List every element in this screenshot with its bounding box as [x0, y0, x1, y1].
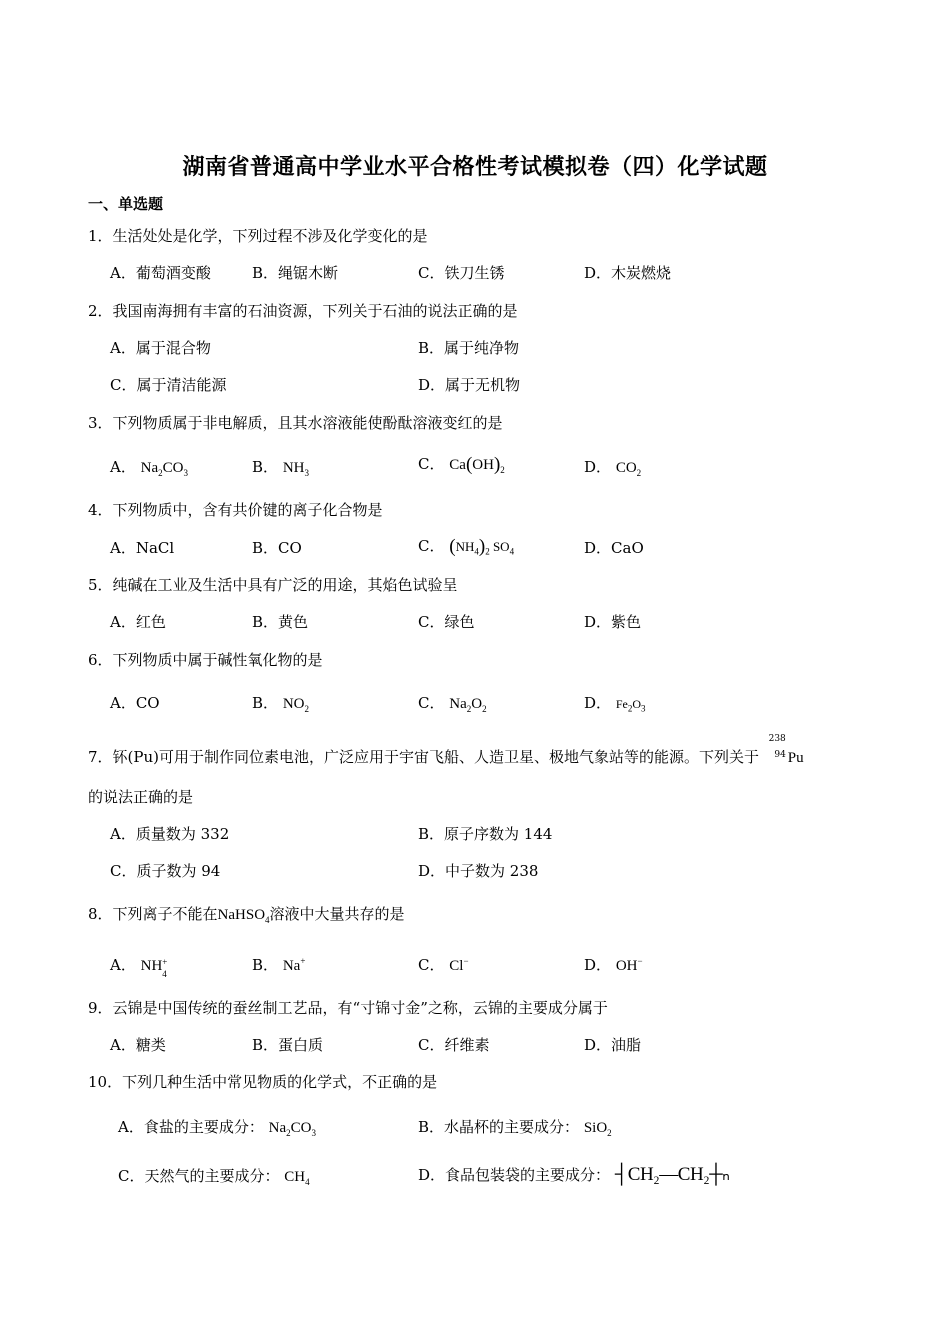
q3-option-b: B． $NH_3$: [252, 458, 309, 478]
question-7-stem-cont: 的说法正确的是: [88, 788, 194, 806]
isotope-notation: 238 94: [768, 734, 786, 760]
question-2-stem: 2．我国南海拥有丰富的石油资源，下列关于石油的说法正确的是: [88, 302, 518, 320]
q5-option-a: A．红色: [110, 613, 166, 631]
q5-option-c: C．绿色: [418, 613, 475, 631]
q6-option-c: C． $Na_2O_2$: [418, 694, 487, 714]
formula-nh4-2-so4: $(NH_4)_2$ $SO_4$: [449, 536, 515, 557]
formula-nahso4: NaHSO$_4$: [217, 907, 270, 925]
question-6-stem: 6．下列物质中属于碱性氧化物的是: [88, 651, 323, 669]
q10-option-b: B．水晶杯的主要成分： SiO$_2$: [418, 1118, 612, 1138]
q3-option-d: D． $CO_2$: [584, 458, 642, 478]
formula-caoh2: $Ca(OH)_2$: [449, 454, 505, 475]
formula-na-plus: Na+: [282, 956, 306, 974]
formula-co2: $CO_2$: [615, 460, 642, 478]
formula-ch4: $CH_4$: [284, 1169, 310, 1187]
q9-option-b: B．蛋白质: [252, 1036, 324, 1054]
question-9-stem: 9．云锦是中国传统的蚕丝制工艺品，有“寸锦寸金”之称，云锦的主要成分属于: [88, 999, 608, 1017]
q4-option-c: C． $(NH_4)_2$ $SO_4$: [418, 536, 515, 557]
q8-option-c: C． Cl−: [418, 956, 469, 974]
q4-option-b: B．CO: [252, 539, 302, 557]
q6-option-d: D． $Fe_2O_3$: [584, 694, 646, 714]
q1-option-d: D．木炭燃烧: [584, 264, 672, 282]
question-5-stem: 5．纯碱在工业及生活中具有广泛的用途，其焰色试验呈: [88, 576, 458, 594]
q4-option-d: D．CaO: [584, 539, 644, 557]
section-heading: 一、单选题: [88, 195, 164, 213]
question-8-stem: 8．下列离子不能在NaHSO$_4$溶液中大量共存的是: [88, 905, 405, 925]
question-10-stem: 10．下列几种生活中常见物质的化学式，不正确的是: [88, 1073, 438, 1091]
q7-option-c: C．质子数为 94: [110, 862, 221, 880]
q10-option-c: C．天然气的主要成分： $CH_4$: [118, 1167, 310, 1187]
formula-na2co3: $Na_2CO_3$: [268, 1120, 316, 1138]
q8-option-a: A． NH + 4: [110, 954, 170, 975]
q6-option-a: A．CO: [110, 694, 160, 712]
formula-sio2: SiO$_2$: [583, 1120, 612, 1138]
formula-oh-minus: OH−: [615, 956, 643, 974]
q9-option-d: D．油脂: [584, 1036, 642, 1054]
q8-option-b: B． Na+: [252, 956, 306, 974]
q5-option-d: D．紫色: [584, 613, 642, 631]
question-4-stem: 4．下列物质中，含有共价键的离子化合物是: [88, 501, 383, 519]
formula-na2co3: $Na_2CO_3$: [140, 460, 188, 478]
q2-option-d: D．属于无机物: [418, 376, 521, 394]
q1-option-c: C．铁刀生锈: [418, 264, 505, 282]
q8-option-d: D． OH−: [584, 956, 643, 974]
q7-option-d: D．中子数为 238: [418, 862, 539, 880]
q2-option-c: C．属于清洁能源: [110, 376, 227, 394]
formula-na2o2: $Na_2O_2$: [449, 696, 487, 714]
q7-option-b: B．原子序数为 144: [418, 825, 553, 843]
q6-option-b: B． $NO_2$: [252, 694, 309, 714]
page-title: 湖南省普通高中学业水平合格性考试模拟卷（四）化学试题: [182, 154, 768, 180]
q2-option-b: B．属于纯净物: [418, 339, 520, 357]
q1-option-b: B．绳锯木断: [252, 264, 339, 282]
q5-option-b: B．黄色: [252, 613, 309, 631]
q3-option-a: A． $Na_2CO_3$: [110, 458, 188, 478]
q10-option-d: D．食品包装袋的主要成分： ┤CH₂—CH₂┼ₙ: [418, 1164, 730, 1185]
formula-fe2o3: $Fe_2O_3$: [615, 697, 646, 714]
q2-option-a: A．属于混合物: [110, 339, 211, 357]
q7-option-a: A．质量数为 332: [110, 825, 230, 843]
question-1-stem: 1．生活处处是化学，下列过程不涉及化学变化的是: [88, 227, 428, 245]
question-7-stem: 7．钚(Pu)可用于制作同位素电池，广泛应用于宇宙飞船、人造卫星、极地气象站等的能源。下列关于 238 94 Pu: [88, 734, 804, 766]
formula-cl-minus: Cl−: [449, 956, 469, 974]
q1-option-a: A．葡萄酒变酸: [110, 264, 211, 282]
formula-nh4-plus: NH + 4: [140, 957, 168, 979]
q10-option-a: A．食盐的主要成分： $Na_2CO_3$: [118, 1118, 316, 1138]
question-3-stem: 3．下列物质属于非电解质，且其水溶液能使酚酞溶液变红的是: [88, 414, 503, 432]
formula-polyethylene: ┤CH₂—CH₂┼ₙ: [614, 1164, 730, 1185]
formula-no2: $NO_2$: [282, 696, 309, 714]
q4-option-a: A．NaCl: [110, 539, 175, 557]
formula-nh3: $NH_3$: [282, 460, 309, 478]
q9-option-a: A．糖类: [110, 1036, 166, 1054]
q3-option-c: C． $Ca(OH)_2$: [418, 454, 505, 475]
q9-option-c: C．纤维素: [418, 1036, 490, 1054]
